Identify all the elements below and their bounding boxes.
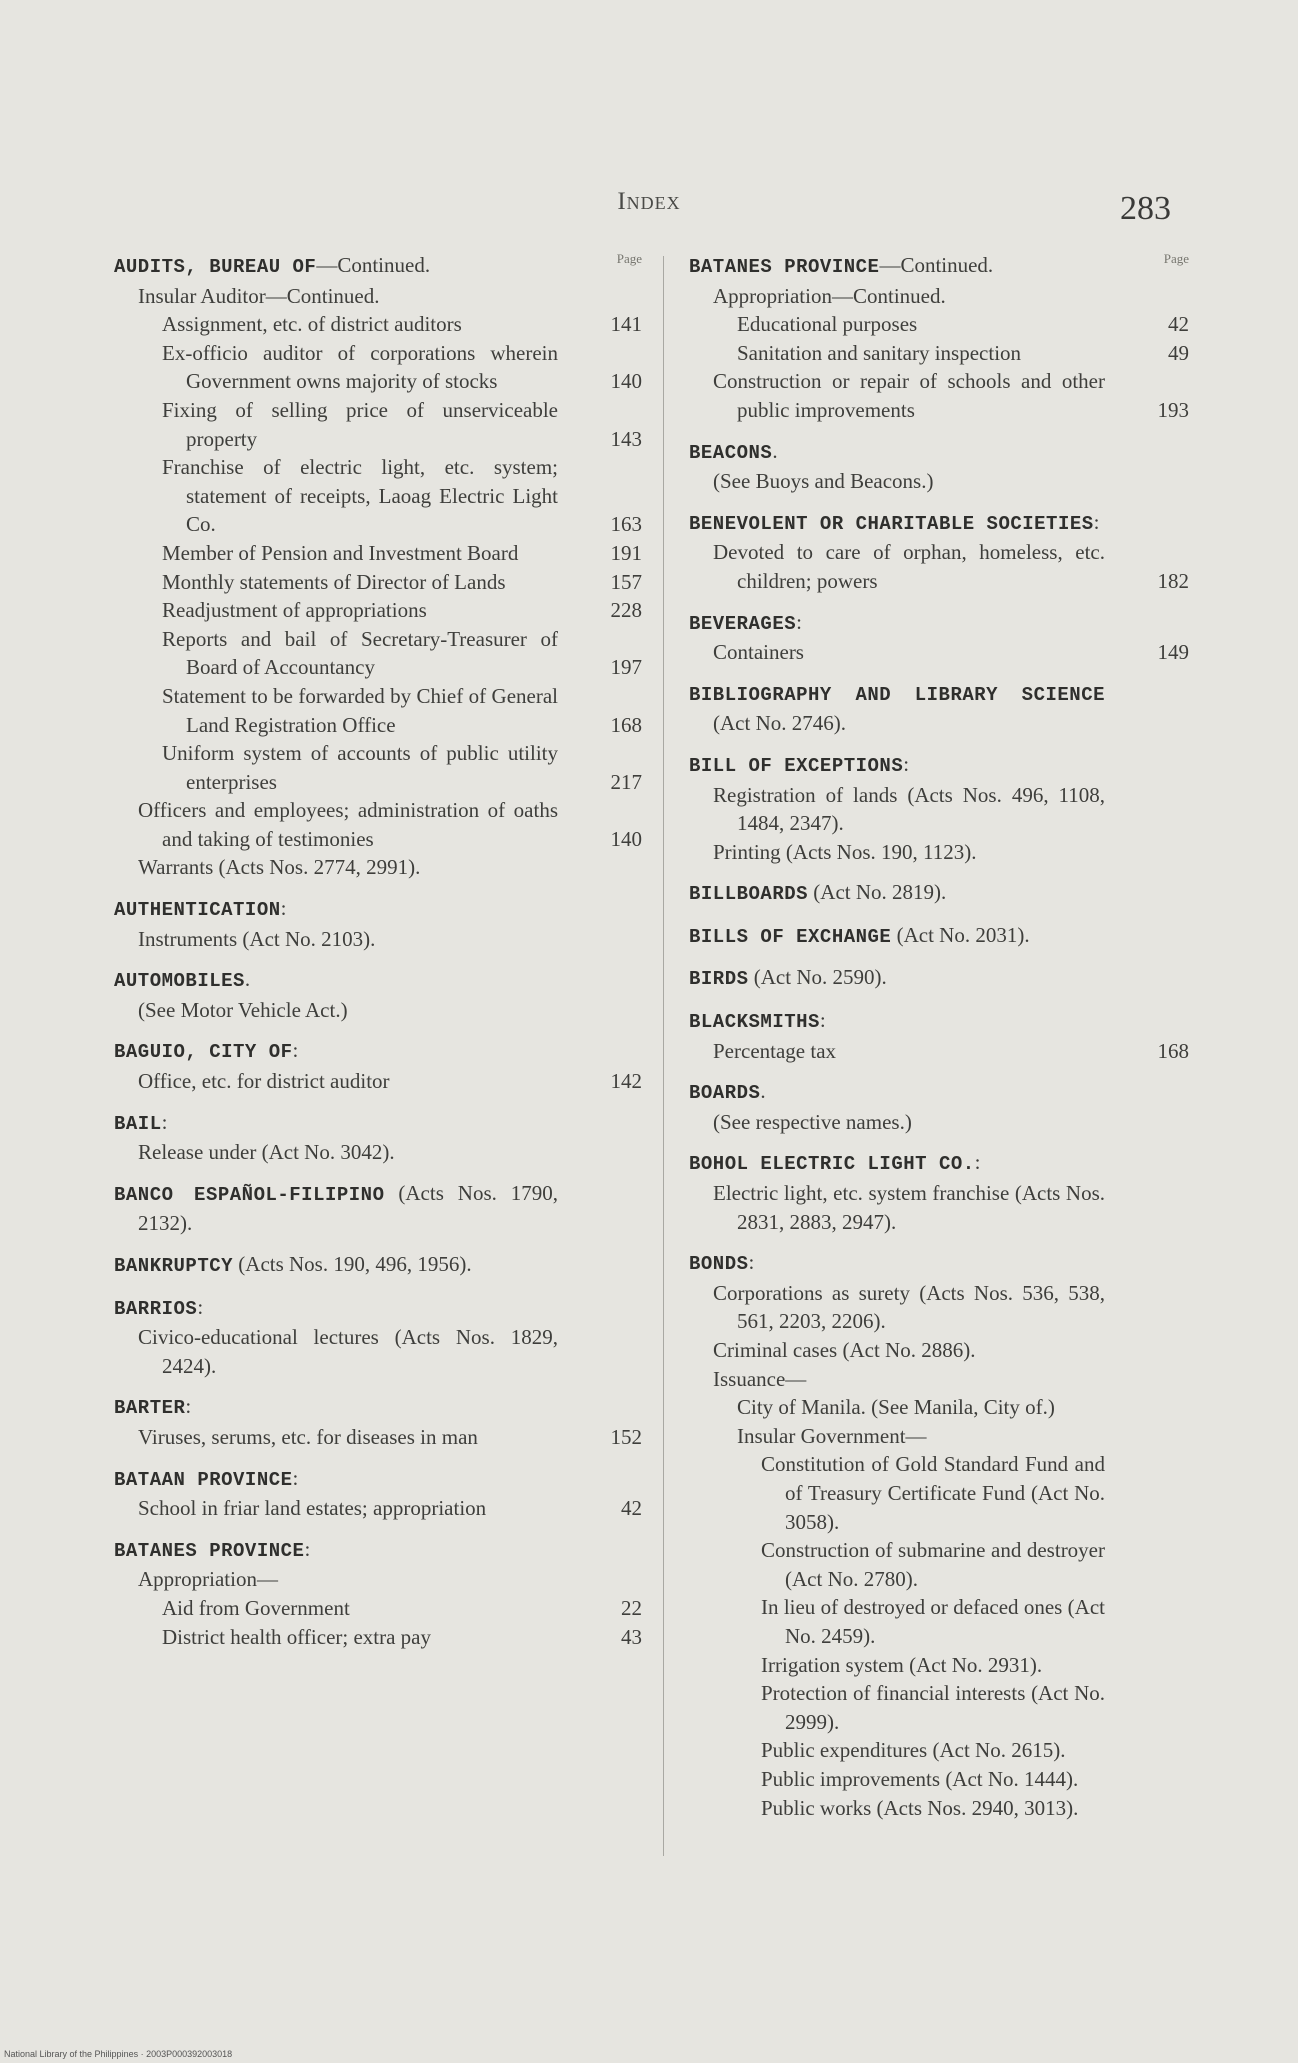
entry-body: Devoted to care of orphan, homeless, etc. children; powers [713,540,1105,593]
entry-text [689,538,1189,595]
index-subentry [114,1138,642,1167]
entry-text [689,467,1189,496]
entry-text [114,453,642,539]
entry-text [689,781,1189,838]
entry-body: Corporations as surety (Acts Nos. 536, 538, 561, 2203, 2206). [713,1280,1105,1334]
index-subentry [689,467,1189,496]
index-heading-entry [689,750,1189,781]
entry-text [689,608,1189,639]
entry-page-number: 149 [1157,640,1189,665]
entry-body: . [244,967,251,992]
index-subentry [114,625,642,682]
entry-body: Protection of financial interests (Act No. 2999). [761,1681,1105,1734]
index-heading-entry [114,1036,642,1067]
entry-text [114,1464,642,1495]
index-subentry [114,282,642,311]
index-subentry [114,596,642,625]
index-subentry [114,682,642,739]
entry-text [114,596,642,625]
entry-text [114,853,642,882]
entry-body: (Acts Nos. 1790, 2132). [138,1180,559,1236]
index-subentry [114,339,642,396]
index-subentry [689,1450,1189,1536]
entry-body: Member of Pension and Investment Board [162,540,519,565]
entry-text [114,625,642,682]
entry-text [689,1536,1189,1593]
index-subentry [114,925,642,954]
entry-body: Constitution of Gold Standard Fund and of Treasury Certificate Fund (Act No. 3058). [761,1452,1105,1534]
index-subentry [689,367,1189,424]
entry-text [689,1148,1189,1179]
entry-heading: AUTHENTICATION [114,899,281,922]
entry-text [689,367,1189,424]
entry-page-number: 141 [610,312,642,337]
entry-text [114,1623,642,1652]
entry-body: Office, etc. for district auditor [138,1069,390,1094]
entry-heading: AUDITS, BUREAU OF [114,256,317,278]
entry-page-number: 191 [610,540,642,565]
entry-body: : [796,609,802,634]
index-subentry [689,1279,1189,1336]
entry-body: Statement to be forwarded by Chief of General Land Registration Office [162,683,558,737]
footer-credit: National Library of the Philippines · 2003P000392003018 [4,2049,233,2059]
index-subentry [689,1393,1189,1422]
index-subentry [689,310,1189,339]
entry-text [114,965,642,996]
index-subentry [689,1593,1189,1650]
entry-heading: BIBLIOGRAPHY AND LIBRARY SCIENCE [689,683,1105,706]
entry-text [689,921,1189,952]
entry-body: Instruments (Act No. 2103). [138,926,376,951]
index-subentry [114,1067,642,1096]
entry-body: (See Motor Vehicle Act.) [138,997,348,1022]
index-heading-entry [689,437,1189,468]
entry-body: Civico-educational lectures (Acts Nos. 1829, 2424). [138,1325,558,1378]
entry-text [114,1179,642,1238]
entry-list [689,251,1189,1822]
entry-text [689,339,1189,368]
index-heading-entry [689,878,1189,909]
entry-text [114,568,642,597]
index-subentry [689,1794,1189,1823]
entry-text [114,796,642,853]
entry-body: (Acts Nos. 190, 496, 1956). [233,1252,472,1276]
entry-body: : [903,751,910,776]
entry-body: Registration of lands (Acts Nos. 496, 1108, 1484, 2347). [713,782,1105,836]
index-column-right [689,251,1189,1822]
entry-heading: BARRIOS [114,1297,198,1320]
entry-heading: BILLBOARDS [689,883,809,906]
entry-text [114,1108,642,1139]
entry-text [114,1535,642,1566]
index-subentry [689,1179,1189,1236]
index-heading-entry [114,1464,642,1495]
index-subentry [114,568,642,597]
entry-text [689,1336,1189,1365]
entry-body: (See Buoys and Beacons.) [713,469,934,494]
page-column-label: Page [616,251,642,266]
entry-text [689,1679,1189,1736]
entry-text [114,682,642,739]
entry-text [114,1293,642,1324]
index-subentry [689,1765,1189,1794]
index-heading-entry [689,1248,1189,1279]
entry-text [114,1494,642,1523]
index-subentry [689,339,1189,368]
index-subentry [114,396,642,453]
entry-body: : [185,1394,192,1419]
entry-page-number: 152 [610,1424,642,1449]
entry-body: : [280,896,287,921]
entry-body: : [1093,509,1100,534]
entry-page-number: 140 [610,826,642,851]
index-subentry [114,1494,642,1523]
entry-text [114,925,642,954]
entry-text [689,638,1189,667]
entry-text [689,1248,1189,1279]
entry-body: Fixing of selling price of unserviceable property [162,397,558,451]
entry-heading: BANCO ESPAÑOL-FILIPINO [114,1183,385,1206]
entry-text [689,679,1189,738]
entry-body: Warrants (Acts Nos. 2774, 2991). [138,855,421,880]
entry-heading: BENEVOLENT OR CHARITABLE SOCIETIES [689,512,1094,535]
entry-text [689,310,1189,339]
entry-body: . [760,1079,766,1104]
index-subentry [114,796,642,853]
index-column-left [114,251,642,1651]
index-subentry [689,781,1189,838]
entry-text [689,508,1189,539]
index-subentry [114,1423,642,1452]
entry-text [114,310,642,339]
entry-body: Ex-officio auditor of corporations wherein Government owns majority of stocks [162,340,558,394]
index-subentry [689,1365,1189,1394]
entry-heading: AUTOMOBILES [114,970,245,993]
entry-text [114,739,642,796]
entry-text [114,396,642,453]
index-subentry [689,1336,1189,1365]
entry-text [114,1138,642,1167]
entry-page-number: 22 [621,1595,642,1620]
entry-page-number: 217 [610,769,642,794]
index-heading-entry [114,1108,642,1139]
entry-body: Readjustment of appropriations [162,598,427,623]
entry-page-number: 163 [610,512,642,537]
entry-text [689,1037,1189,1066]
entry-body: Electric light, etc. system franchise (Acts Nos. 2831, 2883, 2947). [713,1181,1105,1234]
entry-text [114,1067,642,1096]
entry-text [114,282,642,311]
entry-page-number: 43 [621,1624,642,1649]
page-number: 283 [1120,190,1171,227]
entry-body: : [819,1008,826,1033]
entry-text [689,1365,1189,1394]
entry-body: (Act No. 2819). [808,880,947,905]
column-divider [663,256,664,1856]
entry-page-number: 197 [610,655,642,680]
index-heading-entry [114,1250,642,1281]
index-subentry [114,739,642,796]
index-heading-entry [689,508,1189,539]
entry-text [114,1392,642,1423]
index-subentry [689,638,1189,667]
index-heading-entry [689,679,1189,738]
entry-text [689,1794,1189,1823]
entry-body: Educational purposes [737,312,918,337]
entry-body: (Act No. 2746). [713,711,846,736]
index-subentry [689,538,1189,595]
entry-body: (Act No. 2590). [748,965,887,990]
index-heading-entry [114,965,642,996]
entry-body: . [772,438,778,463]
entry-body: Irrigation system (Act No. 2931). [761,1652,1043,1677]
index-subentry [114,453,642,539]
entry-body: Aid from Government [162,1595,350,1620]
entry-page-number: 143 [610,426,642,451]
index-heading-entry [114,894,642,925]
entry-heading: BIRDS [689,968,749,991]
entry-heading: BATANES PROVINCE [689,256,880,278]
entry-heading: BLACKSMITHS [689,1011,820,1034]
entry-body: Appropriation— [138,1567,278,1592]
entry-body: In lieu of destroyed or defaced ones (Act No. 2459). [761,1595,1105,1648]
index-subentry [689,838,1189,867]
entry-heading: BANKRUPTCY [114,1255,234,1277]
entry-body: District health officer; extra pay [162,1624,432,1649]
index-subentry [689,1037,1189,1066]
index-subentry [689,1422,1189,1451]
entry-body: Construction of submarine and destroyer (Act No. 2780). [761,1538,1105,1591]
entry-heading: BAGUIO, CITY OF [114,1041,293,1064]
entry-text [114,1594,642,1623]
index-heading-entry [689,608,1189,639]
entry-page-number: 228 [610,598,642,623]
entry-body: Franchise of electric light, etc. system; statement of receipts, Laoag Electric Light Co. [162,455,558,537]
entry-body: Insular Auditor—Continued. [138,283,380,308]
entry-body: Assignment, etc. of district auditors [162,312,462,337]
index-heading-entry [689,1006,1189,1037]
entry-text [114,1323,642,1380]
entry-body: Public expenditures (Act No. 2615). [761,1738,1066,1763]
entry-body: : [974,1150,981,1175]
page-title: Index [617,188,681,215]
entry-text [689,1422,1189,1451]
entry-body: Insular Government— [737,1423,927,1448]
entry-text [689,878,1189,909]
entry-page-number: 168 [610,712,642,737]
entry-body: : [292,1465,299,1490]
entry-heading: BAIL [114,1112,162,1135]
entry-body: : [197,1294,204,1319]
entry-heading: BEACONS [689,441,773,464]
index-heading-entry [114,1293,642,1324]
index-heading-entry [689,1148,1189,1179]
entry-body: City of Manila. (See Manila, City of.) [737,1395,1055,1420]
entry-body: : [161,1109,168,1134]
entry-body: Containers [713,640,804,665]
entry-text [689,251,1189,282]
index-subentry [114,1565,642,1594]
index-heading-entry [689,963,1189,994]
index-heading-entry [114,1392,642,1423]
entry-body: : [292,1038,299,1063]
entry-body: Percentage tax [713,1038,837,1063]
entry-body: Appropriation—Continued. [713,283,946,308]
index-subentry [689,1108,1189,1137]
entry-heading: BILL OF EXCEPTIONS [689,754,904,777]
index-subentry [689,1651,1189,1680]
entry-heading: BILLS OF EXCHANGE [689,925,892,948]
entry-text [689,1077,1189,1108]
entry-body: Public improvements (Act No. 1444). [761,1766,1079,1791]
entry-body: Criminal cases (Act No. 2886). [713,1338,976,1362]
entry-body: —Continued. [879,253,994,277]
entry-text [114,1250,642,1281]
entry-body: (Act No. 2031). [891,922,1030,947]
entry-body: Sanitation and sanitary inspection [737,340,1022,365]
index-subentry [114,996,642,1025]
entry-page-number: 140 [610,369,642,394]
entry-text [114,339,642,396]
entry-page-number: 49 [1168,340,1189,365]
entry-body: Construction or repair of schools and other public improvements [713,369,1105,422]
entry-text [114,894,642,925]
entry-heading: BARTER [114,1397,186,1420]
index-subentry [114,1623,642,1652]
entry-body: Printing (Acts Nos. 190, 1123). [713,839,977,864]
entry-text [114,539,642,568]
entry-text [114,1565,642,1594]
entry-heading: BONDS [689,1253,749,1276]
entry-page-number: 157 [610,569,642,594]
index-subentry [689,1679,1189,1736]
entry-text [114,1423,642,1452]
entry-text [689,1593,1189,1650]
entry-text [689,1179,1189,1236]
index-subentry [114,539,642,568]
entry-body: : [304,1536,311,1561]
index-subentry [689,282,1189,311]
entry-heading: BATANES PROVINCE [114,1539,305,1562]
entry-text [689,282,1189,311]
index-subentry [114,310,642,339]
entry-body: Public works (Acts Nos. 2940, 3013). [761,1795,1079,1820]
index-heading-entry [114,251,642,282]
index-subentry [114,1594,642,1623]
index-heading-entry [689,921,1189,952]
entry-body: Release under (Act No. 3042). [138,1140,395,1165]
entry-page-number: 182 [1157,568,1189,593]
entry-text [689,1736,1189,1765]
entry-text [114,1036,642,1067]
entry-text [689,750,1189,781]
entry-body: Reports and bail of Secretary-Treasurer of Board of Accountancy [162,626,558,680]
entry-heading: BOARDS [689,1082,761,1105]
index-subentry [114,1323,642,1380]
entry-text [689,838,1189,867]
entry-page-number: 142 [610,1069,642,1094]
entry-text [689,1765,1189,1794]
entry-page-number: 42 [1168,312,1189,337]
entry-text [689,1108,1189,1137]
entry-text [689,1393,1189,1422]
entry-heading: BATAAN PROVINCE [114,1468,293,1491]
entry-body: Viruses, serums, etc. for diseases in man [138,1424,478,1449]
entry-body: School in friar land estates; appropriation [138,1496,487,1521]
entry-body: Issuance— [713,1366,807,1391]
index-heading-entry [689,251,1189,282]
entry-text [689,1651,1189,1680]
index-subentry [114,853,642,882]
index-subentry [689,1536,1189,1593]
entry-list [114,251,642,1651]
page-column-label: Page [1163,251,1189,266]
entry-text [689,1450,1189,1536]
entry-body: Uniform system of accounts of public utility enterprises [162,741,558,794]
entry-heading: BEVERAGES [689,612,797,635]
entry-text [114,996,642,1025]
entry-body: Monthly statements of Director of Lands [162,569,506,594]
entry-page-number: 42 [621,1496,642,1521]
index-heading-entry [114,1535,642,1566]
index-heading-entry [114,1179,642,1238]
entry-text [689,1279,1189,1336]
index-heading-entry [689,1077,1189,1108]
entry-text [689,1006,1189,1037]
index-subentry [689,1736,1189,1765]
entry-text [114,251,642,282]
entry-body: : [748,1250,755,1275]
entry-heading: BOHOL ELECTRIC LIGHT CO. [689,1153,975,1176]
entry-page-number: 193 [1157,397,1189,422]
entry-page-number: 168 [1157,1038,1189,1063]
entry-body: —Continued. [316,253,431,277]
entry-text [689,963,1189,994]
entry-body: (See respective names.) [713,1109,912,1134]
entry-body: Officers and employees; administration of oaths and taking of testimonies [138,798,558,851]
entry-text [689,437,1189,468]
